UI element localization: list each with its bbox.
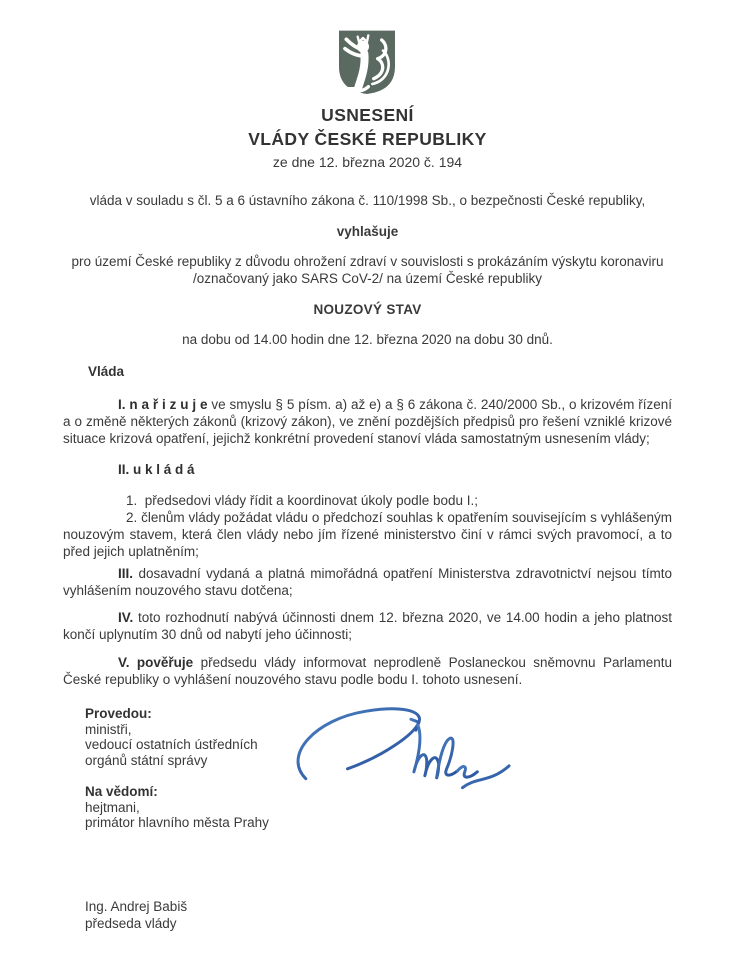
item-1-text: předsedovi vlády řídit a koordinovat úkoly podle bodu I.; — [144, 492, 478, 508]
na-vedomi-line: primátor hlavního města Prahy — [85, 815, 269, 830]
item-2-text: členům vlády požádat vládu o předchozí souhlas k opatřením souvisejícím s vyhlášeným nouzovým stavem, která člen vlády nebo jím řízené ministerstvo činí v rámci svých pravomocí, a to před jejich uplatněním; — [63, 509, 672, 559]
document-title-line2: VLÁDY ČESKÉ REPUBLIKY — [248, 129, 487, 149]
article-1-lead: I. n a ř i z u j e — [118, 397, 208, 412]
article-4-text: toto rozhodnutí nabývá účinnosti dnem 12. března 2020, ve 14.00 hodin a jeho platnost končí uplynutím 30 dnů od nabytí jeho účinnosti; — [63, 609, 672, 642]
preamble-duration: na dobu od 14.00 hodin dne 12. března 2020 na dobu 30 dnů. — [182, 332, 553, 347]
preamble-declares: vyhlašuje — [336, 223, 399, 239]
article-4-lead: IV. — [118, 609, 134, 625]
coat-of-arms-icon — [335, 28, 399, 96]
provedou-line: orgánů státní správy — [85, 752, 208, 768]
item-1-number: 1. — [126, 492, 138, 508]
article-2-lead: II. u k l á d á — [118, 462, 195, 477]
article-3 — [63, 565, 672, 599]
signature-image — [288, 698, 516, 800]
article-2-item-2 — [63, 509, 672, 560]
article-2-item-1 — [63, 492, 672, 509]
article-5 — [63, 654, 672, 688]
na-vedomi-label: Na vědomí: — [85, 784, 158, 799]
na-vedomi-line: hejtmani, — [85, 799, 140, 815]
provedou-label: Provedou: — [85, 706, 152, 721]
preamble-intro: vláda v souladu s čl. 5 a 6 ústavního zákona č. 110/1998 Sb., o bezpečnosti České republiky, — [89, 193, 646, 208]
state-of-emergency-title: NOUZOVÝ STAV — [313, 301, 422, 317]
signatory-name: Ing. Andrej Babiš — [85, 899, 188, 914]
na-vedomi-block — [85, 784, 269, 831]
scope-line1: pro území České republiky z důvodu ohrožení zdraví v souvislosti s prokázáním výskytu koronaviru — [71, 254, 664, 269]
body-subject: Vláda — [88, 364, 125, 379]
signatory-block — [85, 898, 187, 932]
article-3-lead: III. — [118, 565, 134, 581]
article-1 — [63, 396, 672, 447]
article-4 — [63, 609, 672, 643]
document-title-line1: USNESENÍ — [321, 105, 414, 125]
provedou-line: vedoucí ostatních ústředních — [85, 737, 258, 752]
item-2-number: 2. — [126, 509, 138, 525]
article-5-lead: V. pověřuje — [118, 654, 194, 670]
article-3-text: dosavadní vydaná a platná mimořádná opatření Ministerstva zdravotnictví nejsou tímto vyhlášením nouzového stavu dotčena; — [63, 565, 672, 598]
article-1-text: ve smyslu § 5 písm. a) až e) a § 6 zákona č. 240/2000 Sb., o krizovém řízení a o změně některých zákonů (krizový zákon), ve znění pozdějších předpisů pro řešení vzniklé krizové situace krizová opatření, jejichž konkrétní provedení stanoví vláda samostatným usnesením vlády; — [63, 397, 673, 446]
document-date-line: ze dne 12. března 2020 č. 194 — [272, 154, 463, 170]
document-content — [0, 105, 733, 688]
preamble-scope — [63, 253, 672, 287]
provedou-line: ministři, — [85, 721, 132, 737]
scope-line2: /označovaný jako SARS CoV-2/ na území České republiky — [193, 271, 542, 286]
provedou-block — [85, 706, 258, 768]
article-5-text: předsedu vlády informovat neprodleně Poslaneckou sněmovnu Parlamentu České republiky o vyhlášení nouzového stavu podle bodu I. tohoto usnesení. — [63, 654, 672, 687]
signatory-title: předseda vlády — [85, 916, 177, 931]
